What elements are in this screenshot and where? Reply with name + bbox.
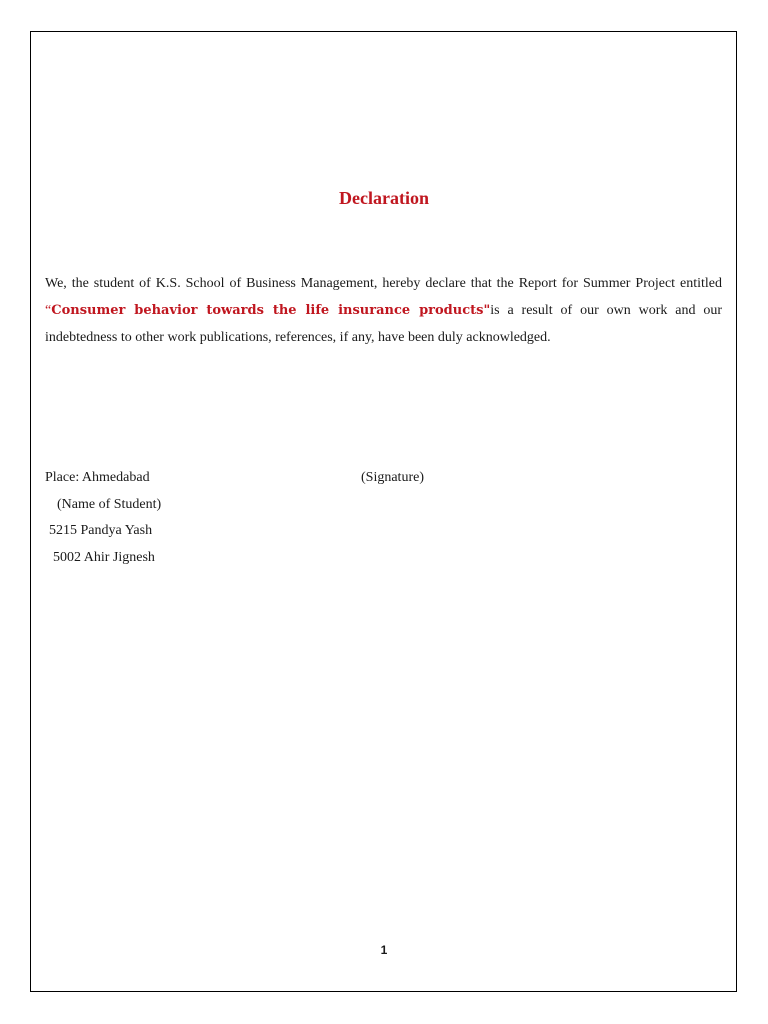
student-entry-1: 5215 Pandya Yash (49, 523, 153, 538)
project-title: Consumer behavior towards the life insurance products" (51, 303, 491, 318)
declaration-paragraph (45, 270, 722, 351)
document-title: Declaration (339, 188, 429, 208)
page-number: 1 (380, 943, 388, 957)
student-entry-2: 5002 Ahir Jignesh (53, 550, 155, 565)
paragraph-text-end: is a result of our own work and our indebtedness to other work publications, references, if any, have been duly acknowledged. (45, 303, 722, 345)
signature-label: (Signature) (361, 470, 424, 485)
opening-quote: “ (45, 303, 52, 318)
student-name-label: (Name of Student) (57, 497, 162, 512)
place-line: Place: Ahmedabad (45, 470, 150, 485)
paragraph-text-start: We, the student of K.S. School of Business Management, hereby declare that the Report for Summer Project entitled (45, 276, 722, 291)
